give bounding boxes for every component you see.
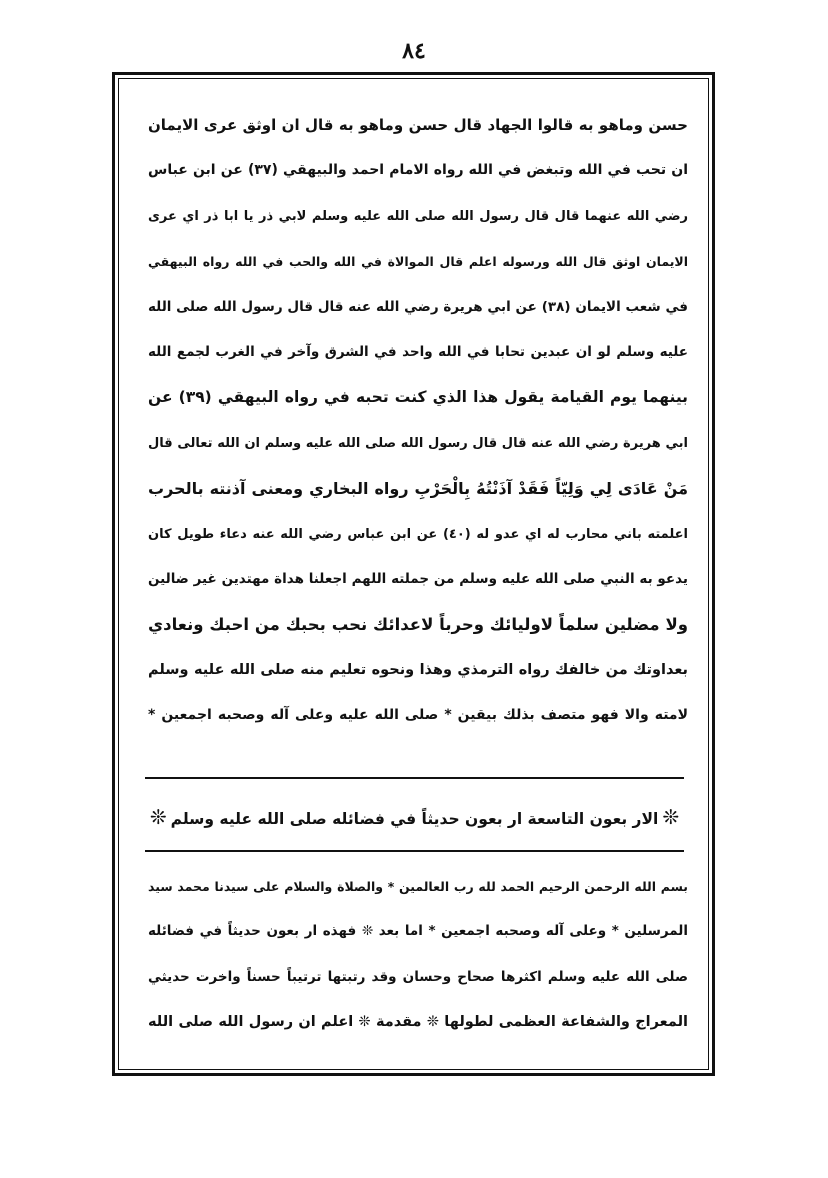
text-line: في شعب الايمان (٣٨) عن ابي هريرة رضي الله عنه قال قال رسول الله صلى الله: [148, 298, 688, 315]
section-heading: [145, 788, 684, 846]
text-line: اعلمته باني محارب له اي عدو له (٤٠) عن ابن عباس رضي الله عنه دعاء طويل كان: [148, 526, 688, 542]
main-text-bottom: [148, 864, 688, 1046]
text-line: المرسلين * وعلى آله وصحبه اجمعين * اما بعد ❊ فهذه ار بعون حديثاً في فضائله: [148, 923, 688, 940]
section-divider-top: [145, 777, 684, 779]
text-line: المعراج والشفاعة العظمى لطولها ❊ مقدمة ❊ اعلم ان رسول الله صلى الله: [148, 1014, 688, 1031]
text-line: عليه وسلم لو ان عبدين تحابا في الله واحد في الشرق وآخر في الغرب لجمع الله: [148, 343, 688, 360]
text-line: ابي هريرة رضي الله عنه قال قال رسول الله صلى الله عليه وسلم ان الله تعالى قال: [148, 435, 688, 451]
page-number: ٨٤: [402, 38, 426, 64]
main-text-top: [148, 103, 688, 738]
text-line: ان تحب في الله وتبغض في الله رواه الامام احمد والبيهقي (٣٧) عن ابن عباس: [148, 162, 688, 179]
text-line: الايمان اوثق قال الله ورسوله اعلم قال الموالاة في الله والحب في الله رواه البيهقي: [148, 254, 688, 270]
text-line: رضي الله عنهما قال قال رسول الله صلى الله عليه وسلم لابي ذر يا ابا ذر اي عرى: [148, 208, 688, 224]
section-divider-bottom: [145, 850, 684, 852]
text-line: حسن وماهو به قالوا الجهاد قال حسن وماهو به قال ان اوثق عرى الايمان: [148, 116, 688, 134]
text-line: بسم الله الرحمن الرحيم الحمد لله رب العالمين * والصلاة والسلام على سيدنا محمد سيد: [148, 879, 688, 894]
text-line: لامته والا فهو متصف بذلك بيقين * صلى الله عليه وعلى آله وصحبه اجمعين *: [148, 707, 688, 724]
text-line: صلى الله عليه وسلم اكثرها صحاح وحسان وقد رتبتها ترتيباً حسناً واخرت حديثي: [148, 968, 688, 985]
text-line: ولا مضلين سلماً لاوليائك وحرباً لاعدائك نحب بحبك من احبك ونعادي: [148, 615, 688, 635]
ornament-icon: ❊: [662, 805, 680, 829]
ornament-icon: ❊: [149, 805, 167, 829]
text-line: بعداوتك من خالفك رواه الترمذي وهذا ونحوه تعليم منه صلى الله عليه وسلم: [148, 661, 688, 678]
text-line: يدعو به النبي صلى الله عليه وسلم من جملته اللهم اجعلنا هداة مهتدين غير ضالين: [148, 570, 688, 587]
text-line: بينهما يوم القيامة يقول هذا الذي كنت تحبه في رواه البيهقي (٣٩) عن: [148, 388, 688, 407]
section-heading-text: الار بعون التاسعة ار بعون حديثاً في فضائله صلى الله عليه وسلم: [170, 810, 659, 828]
text-line: مَنْ عَادَى لِي وَلِيّاً فَقَدْ آذَنْتُهُ بِالْحَرْبِ رواه البخاري ومعنى آذنته بالحرب: [148, 479, 688, 499]
